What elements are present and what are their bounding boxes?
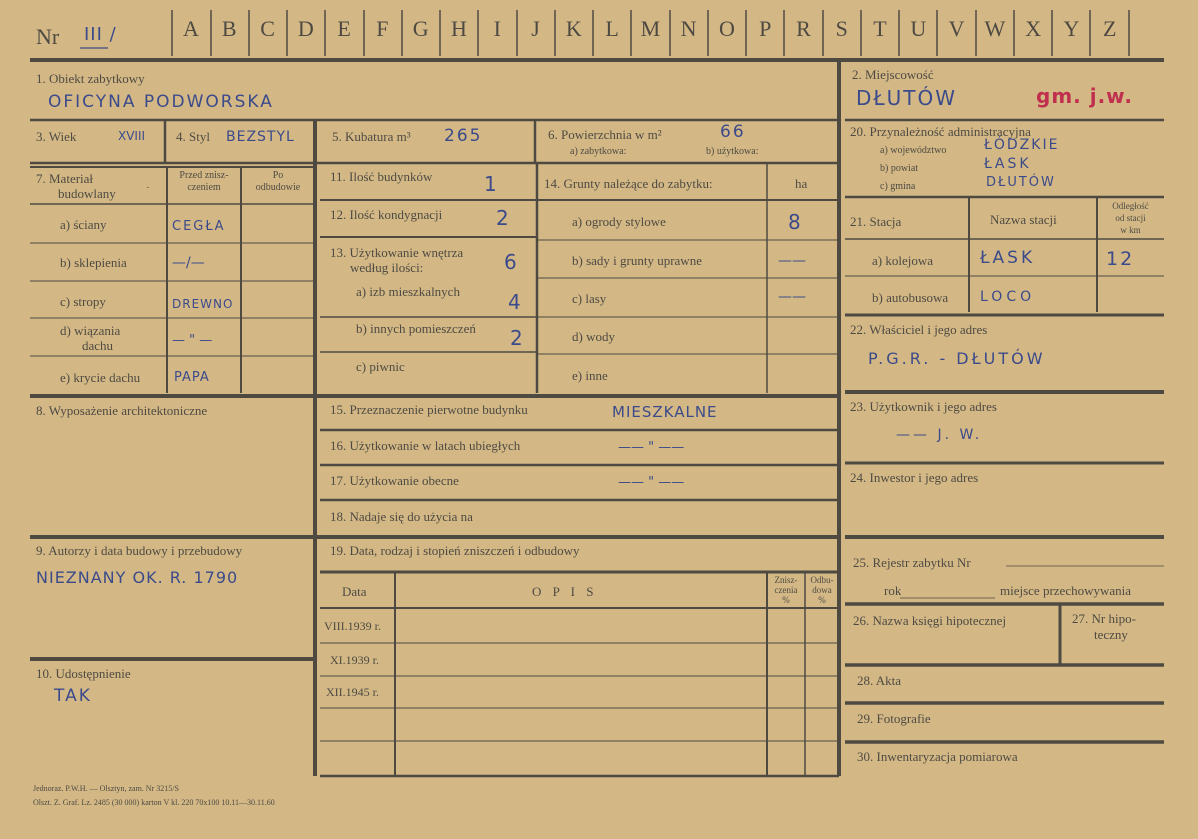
- field-14-row-label: e) inne: [572, 368, 608, 383]
- index-letter-v: V: [948, 16, 965, 41]
- field-12-label: 12. Ilość kondygnacji: [330, 207, 443, 222]
- field-3-label: 3. Wiek: [36, 129, 77, 144]
- field-6-value: 66: [720, 122, 746, 142]
- field-4-label: 4. Styl: [176, 129, 210, 144]
- field-19-col-opis: O P I S: [532, 584, 598, 599]
- field-14-row-label: b) sady i grunty uprawne: [572, 253, 702, 268]
- field-10-value: TAK: [54, 686, 92, 706]
- field-15-label: 15. Przeznaczenie pierwotne budynku: [330, 402, 528, 417]
- index-letter-f: F: [376, 16, 389, 41]
- field-15-value: MIESZKALNE: [612, 403, 718, 421]
- field-3-value: XVIII: [118, 129, 146, 143]
- field-7-row-value: PAPA: [174, 370, 210, 385]
- field-20-b-label: b) powiat: [880, 163, 919, 174]
- field-8-label: 8. Wyposażenie architektoniczne: [36, 403, 208, 418]
- field-7-row-label: d) wiązania: [60, 323, 121, 338]
- field-1-value: OFICYNA PODWORSKA: [48, 92, 274, 112]
- index-letter-p: P: [759, 16, 772, 41]
- field-7-col-after: [242, 171, 314, 193]
- index-letter-t: T: [873, 16, 887, 41]
- index-letter-e: E: [337, 16, 351, 41]
- field-26-label: 26. Nazwa księgi hipotecznej: [853, 613, 1007, 628]
- field-21-a-distance: 12: [1106, 248, 1135, 270]
- field-7-col-before-line1: Przed znisz-: [179, 170, 229, 181]
- field-14-unit: ha: [795, 176, 808, 191]
- index-letter-w: W: [984, 16, 1006, 41]
- field-20-a-label: a) województwo: [880, 145, 947, 156]
- field-19-col-rebuild: [805, 575, 839, 605]
- field-22-value: P.G.R. - DŁUTÓW: [868, 349, 1046, 368]
- field-19-col-data: Data: [342, 584, 367, 599]
- field-20-b-value: ŁASK: [984, 156, 1032, 172]
- index-letter-i: I: [493, 16, 501, 41]
- field-13-b-label: b) innych pomieszczeń: [356, 321, 476, 336]
- field-14-row-label: c) lasy: [572, 291, 607, 306]
- field-7-dot: ·: [146, 182, 150, 194]
- field-20-c-label: c) gmina: [880, 181, 916, 192]
- field-25-label: 25. Rejestr zabytku Nr: [853, 555, 971, 570]
- field-25-year: rok: [884, 583, 902, 598]
- field-25-place: miejsce przechowywania: [1000, 583, 1132, 598]
- field-6-label: 6. Powierzchnia w m²: [548, 127, 662, 142]
- field-14-label: 14. Grunty należące do zabytku:: [544, 176, 713, 191]
- field-19-col-destruction: [767, 575, 805, 605]
- field-11-label: 11. Ilość budynków: [330, 169, 433, 184]
- field-16-label: 16. Użytkowanie w latach ubiegłych: [330, 438, 521, 453]
- field-19-date: XI.1939 r.: [330, 653, 379, 667]
- field-20-a-value: ŁÓDZKIE: [984, 137, 1060, 153]
- field-19-col-rebuild-l3: %: [818, 595, 826, 605]
- index-letter-b: B: [221, 16, 237, 41]
- field-7-row-value: CEGŁA: [172, 219, 226, 234]
- field-7-row-value: DREWNO: [172, 297, 234, 311]
- index-letter-y: Y: [1063, 16, 1080, 41]
- index-letter-a: A: [183, 16, 199, 41]
- field-14-row-label: d) wody: [572, 329, 615, 344]
- index-letter-n: N: [680, 16, 697, 41]
- field-22-label: 22. Właściciel i jego adres: [850, 322, 988, 337]
- field-19-date: XII.1945 r.: [326, 685, 379, 699]
- field-30-label: 30. Inwentaryzacja pomiarowa: [857, 749, 1018, 764]
- field-21-label: 21. Stacja: [850, 214, 902, 229]
- field-5-label: 5. Kubatura m³: [332, 129, 411, 144]
- field-21-col-distance-l2: od stacji: [1115, 213, 1146, 223]
- index-letter-s: S: [835, 16, 848, 41]
- field-24-label: 24. Inwestor i jego adres: [850, 470, 979, 485]
- field-16-value: —— " ——: [618, 440, 685, 455]
- nr-value: III /: [84, 24, 117, 45]
- field-21-col-distance-l3: w km: [1120, 225, 1141, 235]
- field-14-row-label: a) ogrody stylowe: [572, 214, 666, 229]
- field-9-value: NIEZNANY OK. R. 1790: [36, 568, 239, 587]
- field-21-col-distance: [1097, 200, 1164, 236]
- index-letter-m: M: [640, 16, 661, 41]
- field-1-label: 1. Obiekt zabytkowy: [36, 71, 145, 86]
- field-19-col-destruction-l2: czenia: [774, 585, 798, 595]
- index-letter-d: D: [297, 16, 314, 41]
- field-19-col-rebuild-l1: Odbu-: [810, 575, 834, 585]
- field-7-col-before: [168, 171, 240, 193]
- nr-label: Nr: [36, 24, 60, 49]
- field-13-a-value: 4: [508, 290, 523, 314]
- field-14-row-value: ——: [778, 289, 806, 305]
- field-13-a-label: a) izb mieszkalnych: [356, 284, 460, 299]
- index-letter-z: Z: [1102, 16, 1117, 41]
- field-6-sub-b: b) użytkowa:: [706, 146, 759, 157]
- field-23-label: 23. Użytkownik i jego adres: [850, 399, 997, 414]
- index-letter-l: L: [605, 16, 619, 41]
- field-7-label-2: budowlany: [58, 186, 116, 201]
- index-letter-r: R: [796, 16, 811, 41]
- field-21-b-value: LOCO: [980, 289, 1036, 305]
- field-21-b-label: b) autobusowa: [872, 290, 949, 305]
- field-27-label-2: teczny: [1094, 627, 1128, 642]
- field-7-row-label: a) ściany: [60, 217, 107, 232]
- field-7-row-label: e) krycie dachu: [60, 370, 141, 385]
- index-letter-j: J: [531, 16, 540, 41]
- field-19-col-destruction-l3: %: [782, 595, 790, 605]
- printer-imprint-line-2: Olszt. Z. Graf. Lz. 2485 (30 000) karton V kl. 220 70x100 10.11—30.11.60: [33, 798, 275, 807]
- field-20-label: 20. Przynależność administracyjna: [850, 124, 1031, 139]
- field-19-date: VIII.1939 r.: [324, 619, 381, 633]
- field-13-value: 6: [504, 250, 519, 274]
- field-13-label-2: według ilości:: [350, 260, 424, 275]
- field-7-row-value: — " —: [172, 333, 213, 348]
- field-21-a-value: ŁASK: [980, 248, 1036, 268]
- field-21-a-label: a) kolejowa: [872, 253, 934, 268]
- field-13-c-label: c) piwnic: [356, 359, 405, 374]
- index-letter-c: C: [260, 16, 275, 41]
- field-7-row-value: —/—: [172, 255, 205, 271]
- field-2-value: DŁUTÓW: [856, 86, 958, 110]
- field-7-label: 7. Materiał: [36, 171, 94, 186]
- field-19-col-rebuild-l2: dowa: [812, 585, 832, 595]
- field-27-label: 27. Nr hipo-: [1072, 611, 1136, 626]
- field-7-row-label: c) stropy: [60, 294, 106, 309]
- field-19-col-destruction-l1: Znisz-: [774, 575, 798, 585]
- field-21-col-distance-l1: Odległość: [1112, 201, 1149, 211]
- field-29-label: 29. Fotografie: [857, 711, 931, 726]
- index-letter-o: O: [718, 16, 735, 41]
- index-letter-k: K: [565, 16, 582, 41]
- field-17-label: 17. Użytkowanie obecne: [330, 473, 459, 488]
- field-2-note: gm. j.w.: [1036, 84, 1133, 108]
- field-14-row-value: 8: [788, 210, 803, 234]
- field-18-label: 18. Nadaje się do użycia na: [330, 509, 473, 524]
- field-21-col-name: Nazwa stacji: [990, 212, 1057, 227]
- field-6-sub-a: a) zabytkowa:: [570, 146, 627, 157]
- field-11-value: 1: [484, 172, 499, 196]
- field-19-label: 19. Data, rodzaj i stopień zniszczeń i odbudowy: [330, 543, 580, 558]
- field-28-label: 28. Akta: [857, 673, 902, 688]
- field-20-c-value: DŁUTÓW: [986, 175, 1056, 190]
- field-7-row-label-2: dachu: [82, 338, 114, 353]
- index-letter-g: G: [412, 16, 429, 41]
- field-7-col-after-line2: odbudowie: [255, 182, 301, 193]
- field-13-b-value: 2: [510, 326, 525, 350]
- field-14-row-value: ——: [778, 253, 806, 269]
- index-letter-x: X: [1025, 16, 1042, 41]
- index-letter-h: H: [451, 16, 467, 41]
- index-letter-u: U: [910, 16, 927, 41]
- field-7-col-before-line2: czeniem: [187, 182, 221, 193]
- field-9-label: 9. Autorzy i data budowy i przebudowy: [36, 543, 243, 558]
- printer-imprint-line-1: Jednoraz. P.W.H. — Olsztyn, zam. Nr 3215/S: [33, 784, 179, 793]
- field-5-value: 265: [444, 126, 483, 146]
- field-2-label: 2. Miejscowość: [852, 67, 934, 82]
- field-4-value: BEZSTYL: [226, 129, 295, 145]
- field-13-label: 13. Użytkowanie wnętrza: [330, 245, 464, 260]
- field-23-value: —— J. W.: [896, 427, 983, 443]
- field-7-col-after-line1: Po: [272, 170, 284, 181]
- field-10-label: 10. Udostępnienie: [36, 666, 131, 681]
- field-17-value: —— " ——: [618, 475, 685, 490]
- field-7-row-label: b) sklepienia: [60, 255, 127, 270]
- field-12-value: 2: [496, 206, 511, 230]
